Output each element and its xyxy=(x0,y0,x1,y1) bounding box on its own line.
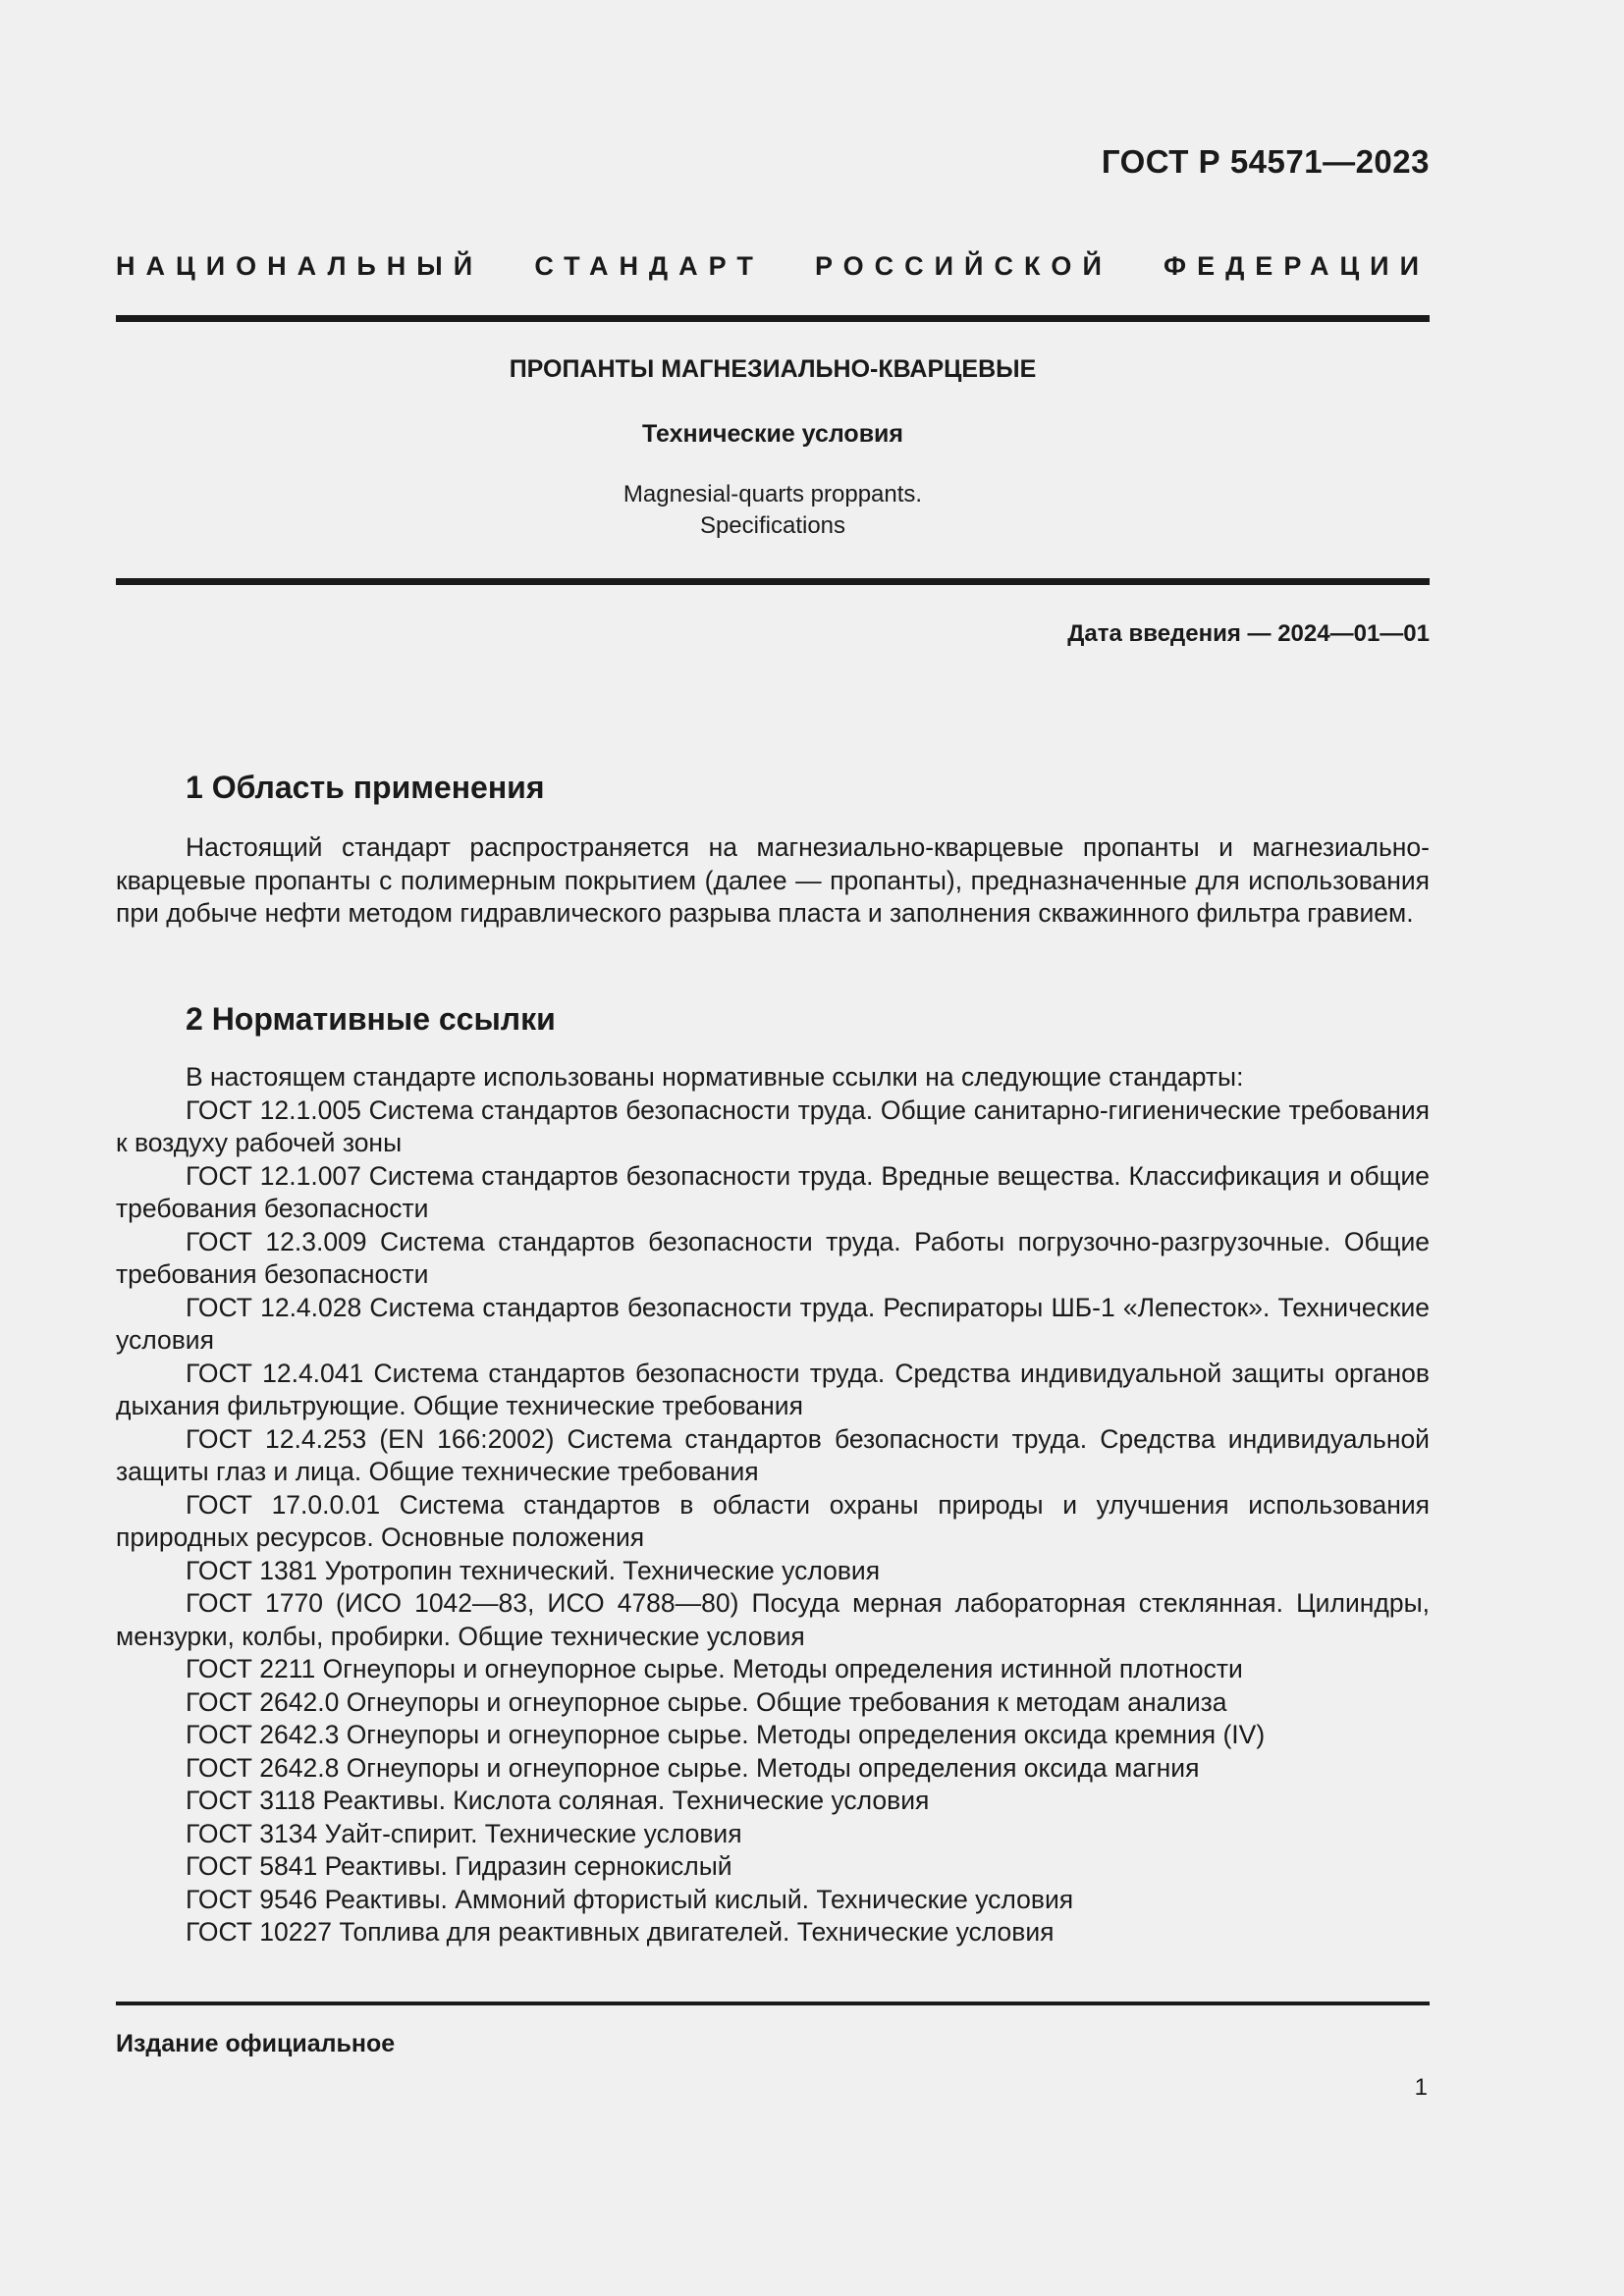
document-title: ПРОПАНТЫ МАГНЕЗИАЛЬНО-КВАРЦЕВЫЕ xyxy=(509,355,1037,383)
reference-item: ГОСТ 1770 (ИСО 1042—83, ИСО 4788—80) Посуда мерная лабораторная стеклянная. Цилиндры, мензурки, колбы, пробирки. Общие технические условия xyxy=(116,1588,1430,1651)
reference-item: ГОСТ 3118 Реактивы. Кислота соляная. Технические условия xyxy=(186,1786,930,1815)
page-number: 1 xyxy=(1414,2074,1428,2101)
reference-item: ГОСТ 1381 Уротропин технический. Технические условия xyxy=(186,1555,881,1585)
reference-item: ГОСТ 12.4.028 Система стандартов безопасности труда. Респираторы ШБ-1 «Лепесток». Технические условия xyxy=(116,1292,1430,1355)
reference-item: ГОСТ 12.1.005 Система стандартов безопасности труда. Общие санитарно-гигиенические требования к воздуху рабочей зоны xyxy=(116,1095,1430,1157)
normative-references-list xyxy=(116,1095,1430,1949)
introduction-date: Дата введения — 2024—01—01 xyxy=(1067,620,1430,647)
title-bottom-rule xyxy=(116,578,1430,585)
top-rule xyxy=(116,315,1430,322)
reference-item: ГОСТ 2642.3 Огнеупоры и огнеупорное сырье. Методы определения оксида кремния (IV) xyxy=(186,1720,1266,1749)
reference-item: ГОСТ 5841 Реактивы. Гидразин сернокислый xyxy=(186,1851,732,1881)
english-title-line1: Magnesial-quarts proppants. xyxy=(623,481,923,507)
standard-code: ГОСТ Р 54571—2023 xyxy=(1101,143,1430,180)
english-title-line2: Specifications xyxy=(699,512,846,539)
reference-item: ГОСТ 12.4.041 Система стандартов безопасности труда. Средства индивидуальной защиты органов дыхания фильтрующие. Общие технические требования xyxy=(116,1358,1430,1420)
reference-item: ГОСТ 17.0.0.01 Система стандартов в области охраны природы и улучшения использования природных ресурсов. Основные положения xyxy=(116,1489,1430,1552)
section-2-intro: В настоящем стандарте использованы нормативные ссылки на следующие стандарты: xyxy=(186,1062,1244,1092)
section-1-heading: 1 Область применения xyxy=(186,770,545,805)
document-subtitle: Технические условия xyxy=(641,420,904,448)
section-2-body xyxy=(116,1061,1430,1949)
section-1-paragraph: Настоящий стандарт распространяется на магнезиально-кварцевые пропанты и магнезиально-кварцевые пропанты с полимерным покрытием (далее — пропанты), предназначенные для использования при добыче нефти методом гидравлического разрыва пласта и заполнения скважинного фильтра гравием. xyxy=(116,832,1430,928)
reference-item: ГОСТ 2211 Огнеупоры и огнеупорное сырье. Методы определения истинной плотности xyxy=(186,1654,1243,1683)
reference-item: ГОСТ 12.1.007 Система стандартов безопасности труда. Вредные вещества. Классификация и общие требования безопасности xyxy=(116,1160,1430,1223)
reference-item: ГОСТ 12.3.009 Система стандартов безопасности труда. Работы погрузочно-разгрузочные. Общие требования безопасности xyxy=(116,1226,1430,1289)
reference-item: ГОСТ 2642.8 Огнеупоры и огнеупорное сырье. Методы определения оксида магния xyxy=(186,1752,1200,1783)
section-1-body xyxy=(116,831,1430,931)
reference-item: ГОСТ 10227 Топлива для реактивных двигателей. Технические условия xyxy=(186,1917,1055,1947)
national-standard-banner: НАЦИОНАЛЬНЫЙ СТАНДАРТ РОССИЙСКОЙ ФЕДЕРАЦИИ xyxy=(116,251,1430,281)
reference-item: ГОСТ 9546 Реактивы. Аммоний фтористый кислый. Технические условия xyxy=(186,1884,1074,1914)
reference-item: ГОСТ 12.4.253 (EN 166:2002) Система стандартов безопасности труда. Средства индивидуальной защиты глаз и лица. Общие технические требования xyxy=(116,1423,1430,1486)
section-2-heading: 2 Нормативные ссылки xyxy=(186,1001,556,1037)
reference-item: ГОСТ 3134 Уайт-спирит. Технические условия xyxy=(186,1818,742,1848)
footer-rule xyxy=(116,2002,1430,2005)
reference-item: ГОСТ 2642.0 Огнеупоры и огнеупорное сырье. Общие требования к методам анализа xyxy=(186,1686,1227,1717)
official-edition-label: Издание официальное xyxy=(116,2030,396,2057)
